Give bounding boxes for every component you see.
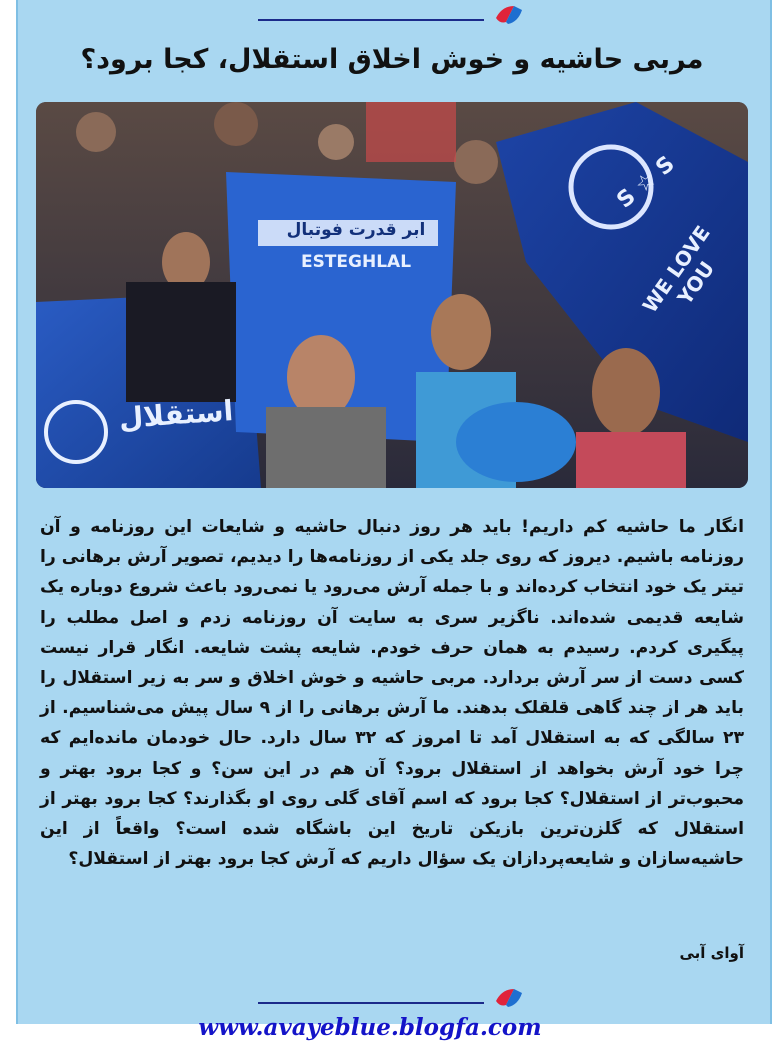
flag-right-text: WE LOVE YOU [637,221,720,318]
panel-left-edge [16,0,18,1024]
top-divider [258,19,484,21]
flag-right-letters: S ☆ S [612,151,680,214]
fans-photo [36,102,748,488]
ornament-icon [492,985,526,1011]
flag-center-bottom-text: ESTEGHLAL [300,252,412,272]
bottom-divider [258,1002,484,1004]
headline: مربی حاشیه و خوش اخلاق استقلال، کجا برود؟ [80,44,704,75]
panel-right-edge [770,0,772,1024]
footer-url[interactable]: www.avayeblue.blogfa.com [198,1014,542,1041]
flag-left-text: استقلال [117,394,235,435]
ornament-icon [492,2,526,28]
flag-center-top-text: ابر قدرت فوتبال [286,220,426,240]
article-body: انگار ما حاشیه کم داریم! باید هر روز دنبال حاشیه و شایعات این روزنامه و آن روزنامه باشیم. دیروز که روی جلد یکی از روزنامه‌ها را دیدیم، تصویر آرش برهانی را تیتر یک خود انتخاب کرده‌اند و با جمله آرش می‌رود یا نمی‌رود باعث شروع دوباره یک شایعه قدیمی شده‌اند. ناگزیر سری به سایت آن روزنامه زدم و اصل مطلب را پیگیری کردم. رسیدم به همان حرف خودم. شایعه پشت شایعه. انگار قرار نیست کسی دست از سر آرش بردارد. مربی حاشیه و خوش اخلاق و سر به زیر استقلال را باید هر از چند گاهی قلقلک بدهند. ما آرش برهانی را از ۹ سال پیش می‌شناسیم. از ۲۳ سالگی که به استقلال آمد تا امروز که ۳۲ سال دارد. حال خودمان مانده‌ایم که چرا خود آرش بخواهد از استقلال برود؟ آن هم در این سن؟ و کجا برود بهتر و محبوب‌تر از استقلال؟ کجا برود که اسم آقای گلی روی او بگذارند؟ کجا برود بهتر از استقلال که گلزن‌ترین بازیکن تاریخ این باشگاه شده است؟ واقعاً از این حاشیه‌سازان و شایعه‌پردازان یک سؤال داریم که آرش کجا برود بهتر از استقلال؟ [40,517,744,870]
signature: آوای آبی [679,944,744,962]
